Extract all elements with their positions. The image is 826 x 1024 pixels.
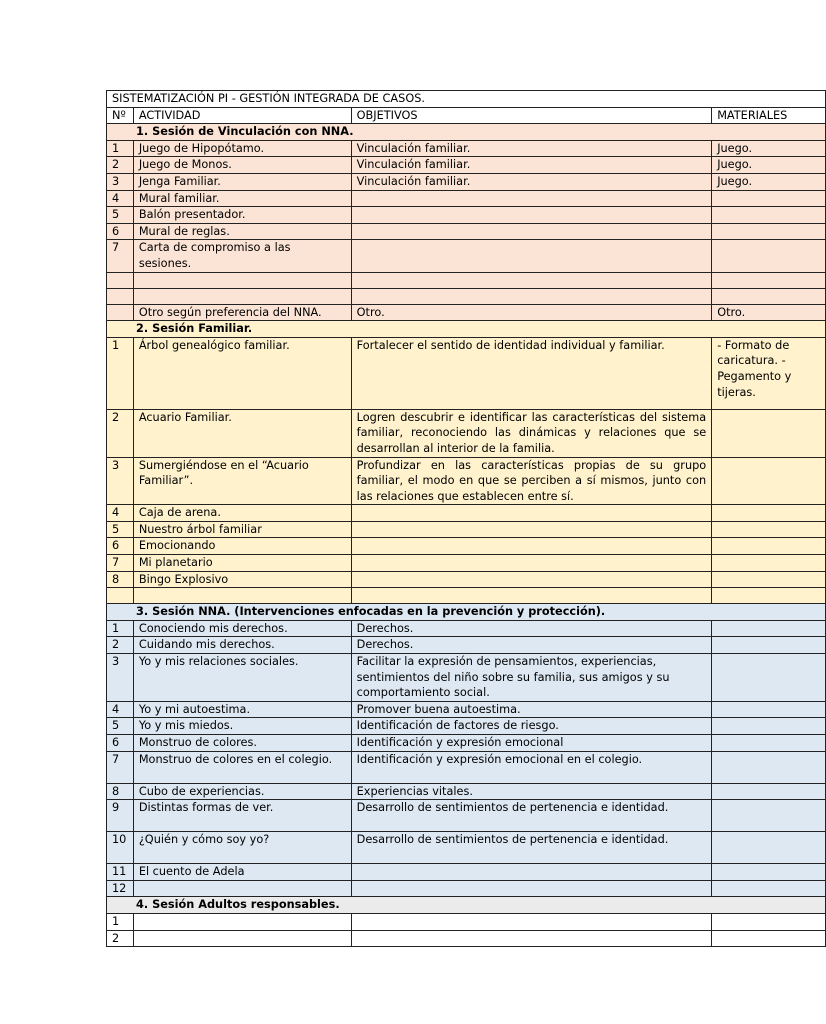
row-activity: Cuidando mis derechos. [133,637,351,654]
row-num: 5 [107,718,134,735]
row-activity: ¿Quién y cómo soy yo? [133,832,351,864]
row-objective: Profundizar en las características propias de su grupo familiar, el modo en que se perciben a sí mismos, junto con las relaciones que establecen entre sí. [351,457,712,505]
table-row [107,880,826,897]
table-title-row [107,91,826,108]
row-num: 2 [107,409,134,457]
header-row [107,107,826,124]
row-material [712,718,826,735]
section-heading-row [107,124,826,141]
row-objective [351,240,712,272]
row-material [712,588,826,604]
row-num: 7 [107,555,134,572]
row-objective: Derechos. [351,620,712,637]
row-material: Juego. [712,157,826,174]
row-activity: Mural de reglas. [133,223,351,240]
table-title: SISTEMATIZACIÓN PI - GESTIÓN INTEGRADA DE CASOS. [107,91,826,108]
row-material [712,800,826,832]
row-objective [351,223,712,240]
row-num: 3 [107,457,134,505]
row-material [712,207,826,224]
section-heading-row [107,897,826,914]
row-material [712,735,826,752]
row-activity [133,288,351,304]
row-num [107,272,134,288]
row-num [107,288,134,304]
row-activity: El cuento de Adela [133,864,351,881]
header-objectives: OBJETIVOS [351,107,712,124]
table-row [107,832,826,864]
table-row [107,207,826,224]
table-row [107,409,826,457]
table-row [107,288,826,304]
row-material [712,880,826,897]
row-objective: Promover buena autoestima. [351,701,712,718]
row-activity: Bingo Explosivo [133,571,351,588]
row-activity: Monstruo de colores. [133,735,351,752]
table-row [107,701,826,718]
row-activity: Monstruo de colores en el colegio. [133,751,351,783]
row-material [712,930,826,947]
row-material [712,288,826,304]
row-objective [351,505,712,522]
table-row [107,140,826,157]
table-row [107,157,826,174]
table-row [107,505,826,522]
row-material [712,751,826,783]
table-row [107,864,826,881]
row-num: 2 [107,930,134,947]
row-num: 6 [107,538,134,555]
row-activity [133,588,351,604]
row-num [107,588,134,604]
row-activity: Sumergiéndose en el “Acuario Familiar”. [133,457,351,505]
table-row [107,800,826,832]
row-num: 4 [107,505,134,522]
row-objective [351,913,712,930]
row-activity: Juego de Hipopótamo. [133,140,351,157]
row-objective: Desarrollo de sentimientos de pertenencia e identidad. [351,832,712,864]
row-activity [133,880,351,897]
section-heading: 4. Sesión Adultos responsables. [107,897,826,914]
row-objective [351,930,712,947]
row-objective: Experiencias vitales. [351,783,712,800]
row-activity [133,930,351,947]
row-activity [133,272,351,288]
row-objective: Vinculación familiar. [351,173,712,190]
row-num: 2 [107,157,134,174]
row-activity: Caja de arena. [133,505,351,522]
row-objective [351,272,712,288]
row-num: 9 [107,800,134,832]
table-row [107,240,826,272]
row-num [107,304,134,321]
document-page [106,90,792,947]
row-num: 12 [107,880,134,897]
table-row [107,223,826,240]
row-activity [133,913,351,930]
table-row [107,588,826,604]
header-materials: MATERIALES [712,107,826,124]
row-objective: Vinculación familiar. [351,157,712,174]
cases-table [106,90,826,947]
row-activity: Cubo de experiencias. [133,783,351,800]
row-objective [351,521,712,538]
row-material [712,832,826,864]
section-heading: 1. Sesión de Vinculación con NNA. [107,124,826,141]
table-row [107,620,826,637]
row-activity: Juego de Monos. [133,157,351,174]
row-material [712,272,826,288]
row-objective [351,190,712,207]
row-objective: Derechos. [351,637,712,654]
table-row [107,637,826,654]
row-material [712,637,826,654]
row-activity: Mural familiar. [133,190,351,207]
table-row [107,555,826,572]
row-objective [351,288,712,304]
row-material [712,240,826,272]
row-activity: Mi planetario [133,555,351,572]
row-objective: Logren descubrir e identificar las características del sistema familiar, reconociendo las dinámicas y relaciones que se desarrollan al interior de la familia. [351,409,712,457]
row-activity: Nuestro árbol familiar [133,521,351,538]
table-row [107,190,826,207]
header-activity: ACTIVIDAD [133,107,351,124]
row-num: 5 [107,207,134,224]
row-material [712,913,826,930]
row-material: Juego. [712,140,826,157]
table-row [107,272,826,288]
row-num: 7 [107,751,134,783]
row-objective [351,588,712,604]
row-activity: Carta de compromiso a las sesiones. [133,240,351,272]
section-heading-row [107,321,826,338]
table-row [107,457,826,505]
table-row [107,654,826,702]
row-material [712,864,826,881]
row-objective: Desarrollo de sentimientos de pertenencia e identidad. [351,800,712,832]
row-material [712,701,826,718]
table-row [107,571,826,588]
table-row [107,718,826,735]
row-activity: Acuario Familiar. [133,409,351,457]
table-row [107,304,826,321]
row-objective [351,555,712,572]
row-material [712,409,826,457]
row-material [712,571,826,588]
row-num: 8 [107,571,134,588]
row-num: 3 [107,173,134,190]
row-material [712,538,826,555]
table-row [107,538,826,555]
row-activity: Árbol genealógico familiar. [133,337,351,409]
row-objective [351,207,712,224]
row-material [712,555,826,572]
row-material [712,223,826,240]
row-activity: Otro según preferencia del NNA. [133,304,351,321]
row-num: 1 [107,140,134,157]
row-material: Otro. [712,304,826,321]
row-material [712,654,826,702]
row-material [712,457,826,505]
table-row [107,751,826,783]
row-objective: Vinculación familiar. [351,140,712,157]
row-num: 10 [107,832,134,864]
table-row [107,913,826,930]
table-row [107,521,826,538]
row-objective: Identificación y expresión emocional [351,735,712,752]
row-material [712,190,826,207]
section-heading: 3. Sesión NNA. (Intervenciones enfocadas en la prevención y protección). [107,604,826,621]
table-row [107,337,826,409]
row-activity: Yo y mis miedos. [133,718,351,735]
row-num: 4 [107,190,134,207]
row-material: - Formato de caricatura. - Pegamento y tijeras. [712,337,826,409]
row-num: 11 [107,864,134,881]
row-objective [351,538,712,555]
row-num: 5 [107,521,134,538]
row-num: 3 [107,654,134,702]
table-row [107,173,826,190]
row-activity: Conociendo mis derechos. [133,620,351,637]
row-material [712,783,826,800]
row-material: Juego. [712,173,826,190]
row-objective [351,864,712,881]
row-activity: Emocionando [133,538,351,555]
row-num: 1 [107,913,134,930]
table-row [107,783,826,800]
row-objective [351,571,712,588]
row-num: 1 [107,337,134,409]
row-objective: Fortalecer el sentido de identidad individual y familiar. [351,337,712,409]
row-objective: Identificación de factores de riesgo. [351,718,712,735]
row-num: 2 [107,637,134,654]
row-activity: Jenga Familiar. [133,173,351,190]
row-material [712,505,826,522]
row-objective [351,880,712,897]
row-objective: Otro. [351,304,712,321]
row-activity: Balón presentador. [133,207,351,224]
row-objective: Identificación y expresión emocional en el colegio. [351,751,712,783]
row-num: 1 [107,620,134,637]
section-heading-row [107,604,826,621]
row-num: 6 [107,223,134,240]
table-row [107,930,826,947]
section-heading: 2. Sesión Familiar. [107,321,826,338]
row-activity: Distintas formas de ver. [133,800,351,832]
table-row [107,735,826,752]
header-num: Nº [107,107,134,124]
row-num: 4 [107,701,134,718]
row-activity: Yo y mis relaciones sociales. [133,654,351,702]
row-num: 6 [107,735,134,752]
row-material [712,521,826,538]
row-objective: Facilitar la expresión de pensamientos, experiencias, sentimientos del niño sobre su familia, sus amigos y su comportamiento social. [351,654,712,702]
row-num: 7 [107,240,134,272]
row-material [712,620,826,637]
row-num: 8 [107,783,134,800]
row-activity: Yo y mi autoestima. [133,701,351,718]
